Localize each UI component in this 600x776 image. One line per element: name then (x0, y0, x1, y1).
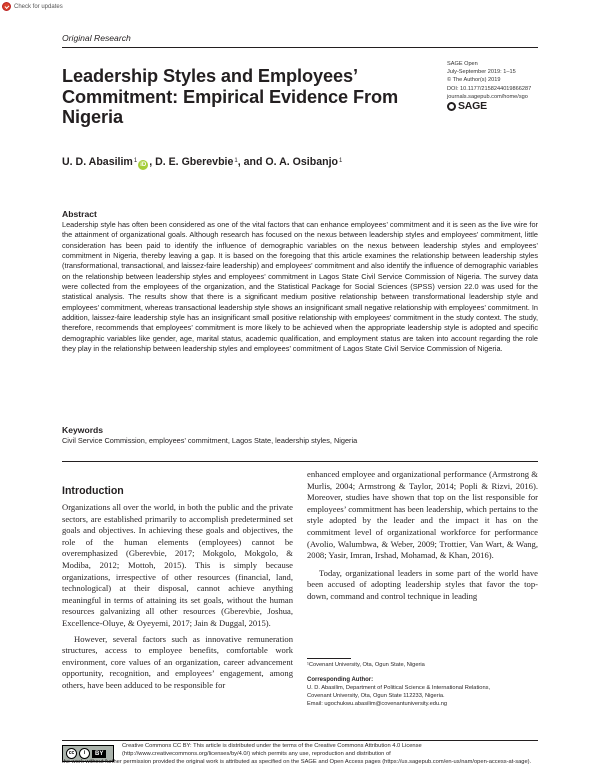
body-paragraph: However, several factors such as innovative remuneration structures, access to employee benefits, comfortable work environment, core values of an organization, career advancement opportunity, recognition, and employees’ engagement, among others, have been adduced to be responsible for (62, 633, 293, 690)
keywords-heading: Keywords (62, 425, 104, 435)
check-updates-icon (2, 2, 11, 11)
corresponding-author-heading: Corresponding Author: (307, 676, 374, 683)
license-statement: Creative Commons CC BY: This article is distributed under the terms of the Creative Commons Attribution 4.0 License (http://www.creativecommons.org/licenses/by/4.0/) which permits any use, reproduction and distribution of (122, 743, 422, 757)
body-paragraph: enhanced employee and organizational performance (Armstrong & Murlis, 2004; Armstrong & Taylor, 2014; Popli & Rizvi, 2016). Moreover, studies have shown that top on the list responsible for employees’ commitment has been leadership, which pertains to the style adopted by the leader and the impact it has on the commitment level of organizational workforce for performance (Avolio, Walumbwa, & Weber, 2009; Trottier, Van Wart, & Wang, 2008; Yasir, Imran, Irshad, Mohamad, & Khan, 2016). (307, 469, 538, 561)
author-affiliation-marker: 1 (234, 158, 238, 164)
check-updates-label: Check for updates (14, 3, 63, 10)
footnote-divider (307, 658, 351, 659)
author-list (62, 156, 342, 169)
body-right-column (307, 469, 538, 603)
introduction-heading: Introduction (62, 485, 124, 497)
abstract-body: Leadership style has often been considered as one of the vital factors that can enhance employees’ commitment and it is seen as the live wire for the attainment of organizational goals. Although research has focused on the nexus between leadership styles and employees’ commitment, little consideration has been paid to identify the influence of demographic variables on the nexus between leadership styles and employees’ commitment in Nigeria, thereby leaving a gap. It is based on the foregoing that this article examines the relationship between leadership styles (transformational, transactional, and laissez-faire leadership) and employees’ commitment and also identify the influence of demographic variables on the relationship between leadership styles and employees’ commitment in Lagos State Civil Service Commission of Nigeria. The survey data were collected from the employees of the organization, and the Statistical Package for Social Sciences (SPSS) version 22.0 was used for the statistical analysis. The results show that there is a significant medium positive relationship between transformational leadership style and employees’ commitment, whereas transactional leadership style shows an insignificant small negative relationship with employees’ commitment. In addition, laissez-faire leadership style has an insignificant small positive relationship with employees’ commitment in the study context. The study, therefore, recommends that employees’ commitment is more likely to be achieved when the appropriate leadership style is adopted and specific demographic variables like gender, age, marital status, academic qualification, and employment status are taken into account regarding the role they play in the relationship between leadership styles and employees’ commitment of Lagos State Civil Service Commission of Nigeria. (62, 220, 538, 354)
journal-meta-line: SAGE Open (447, 61, 478, 67)
sage-logo (447, 102, 531, 111)
header-divider (62, 47, 538, 48)
article-title: Leadership Styles and Employees’ Commitment: Empirical Evidence From Nigeria (62, 66, 399, 127)
corresponding-author-email[interactable]: Email: ugochukwu.abasilim@covenantuniversity.edu.ng (307, 700, 448, 707)
journal-meta-line: © The Author(s) 2019 (447, 77, 501, 84)
body-paragraph: Organizations all over the world, in both the public and the private sectors, are established primarily to accomplish predetermined set goals and objectives. In achieving these goals and objectives, the role of the human elements (employees) cannot be overemphasized (Gberevbie, 2017; Mokgolo, Mokgolo, & Modiba, 2012; Mottoh, 2015). This is simply because organizations, irrespective of other resources (financial, land, technological) at their disposal, cannot achieve anything meaningful in terms of attaining its set goals, without the human resources galvanizing all other resources (Gberevbie, Joshua, Excellence-Oluye, & Oyeyemi, 2017; Jain & Duggal, 2015). (62, 502, 293, 628)
license-divider (62, 740, 538, 741)
journal-home-link[interactable]: journals.sagepub.com/home/sgo (447, 93, 528, 100)
body-left-column (62, 502, 293, 692)
corresponding-author-line: Covenant University, Ota, Ogun State 112233, Nigeria. (307, 692, 445, 699)
orcid-icon[interactable]: iD (140, 162, 147, 168)
sage-logo-icon (447, 102, 456, 111)
author-affiliation-marker: 1 (133, 158, 138, 164)
body-paragraph: Today, organizational leaders in some part of the world have been accused of adopting leadership styles that favor the top-down, command and control technique in leading (307, 567, 538, 601)
author-name: D. E. Gberevbie (155, 156, 234, 168)
author-separator: , and (237, 156, 266, 168)
doi-link[interactable]: DOI: 10.1177/2158244019866287 (447, 85, 532, 92)
journal-meta-line: July-September 2019: 1–15 (447, 69, 516, 76)
abstract-heading: Abstract (62, 209, 97, 219)
keywords-list: Civil Service Commission, employees’ commitment, Lagos State, leadership styles, Nigeria (62, 436, 358, 445)
corresponding-author-line: U. D. Abasilim, Department of Political Science & International Relations, (307, 684, 491, 691)
sage-logo-text: SAGE (458, 100, 487, 113)
author-name: O. A. Osibanjo (265, 156, 339, 168)
footnotes (307, 662, 538, 709)
author-name: U. D. Abasilim (62, 156, 133, 168)
author-affiliation-marker: 1 (339, 158, 343, 164)
check-for-updates-badge[interactable] (2, 2, 63, 11)
cc-icon: cc (66, 748, 77, 759)
article-type: Original Research (62, 33, 131, 43)
author-separator: , (149, 156, 156, 168)
affiliation-note: ¹Covenant University, Ota, Ogun State, Nigeria (307, 662, 425, 668)
attribution-person-icon: i (79, 748, 90, 759)
journal-meta (447, 60, 531, 111)
keywords-divider (62, 461, 538, 462)
license-statement-continued: the work without further permission provided the original work is attributed as specified on the SAGE and Open Access pages (https://us.sagepub.com/en-us/nam/open-access-at-sage). (62, 759, 532, 765)
cc-by-label: BY (92, 750, 106, 758)
